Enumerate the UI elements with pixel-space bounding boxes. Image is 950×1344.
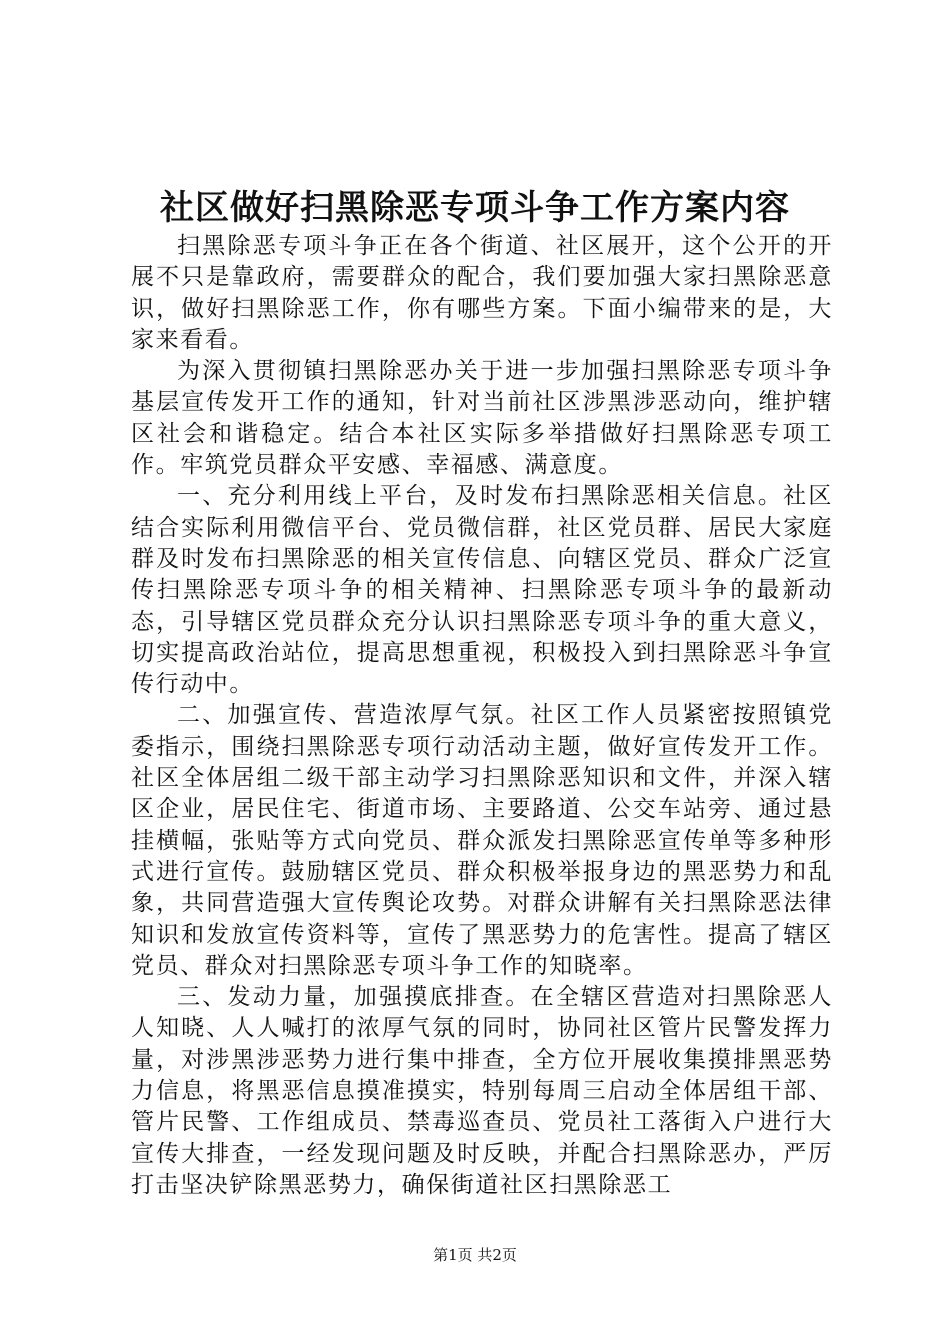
paragraph-section-2: 二、加强宣传、营造浓厚气氛。社区工作人员紧密按照镇党委指示，围绕扫黑除恶专项行动活动主题，做好宣传发开工作。社区全体居组二级干部主动学习扫黑除恶知识和文件，并深入辖区企业，居民住宅、街道市场、主要路道、公交车站旁、通过悬挂横幅，张贴等方式向党员、群众派发扫黑除恶宣传单等多种形式进行宣传。鼓励辖区党员、群众积极举报身边的黑恶势力和乱象，共同营造强大宣传舆论攻势。对群众讲解有关扫黑除恶法律知识和发放宣传资料等，宣传了黑恶势力的危害性。提高了辖区党员、群众对扫黑除恶专项斗争工作的知晓率。 [131, 702, 833, 979]
page-footer [0, 1245, 950, 1265]
paragraph-purpose: 为深入贯彻镇扫黑除恶办关于进一步加强扫黑除恶专项斗争基层宣传发开工作的通知，针对当前社区涉黑涉恶动向，维护辖区社会和谐稳定。结合本社区实际多举措做好扫黑除恶专项工作。牢筑党员群众平安感、幸福感、满意度。 [131, 358, 833, 479]
paragraph-section-1: 一、充分利用线上平台，及时发布扫黑除恶相关信息。社区结合实际利用微信平台、党员微信群，社区党员群、居民大家庭群及时发布扫黑除恶的相关宣传信息、向辖区党员、群众广泛宣传扫黑除恶专项斗争的相关精神、扫黑除恶专项斗争的最新动态，引导辖区党员群众充分认识扫黑除恶专项斗争的重大意义，切实提高政治站位，提高思想重视，积极投入到扫黑除恶斗争宣传行动中。 [131, 483, 833, 698]
document-body [131, 231, 833, 1201]
document-title: 社区做好扫黑除恶专项斗争工作方案内容 [160, 188, 790, 228]
page-indicator: 第1页 共2页 [433, 1246, 517, 1264]
paragraph-section-3: 三、发动力量，加强摸底排查。在全辖区营造对扫黑除恶人人知晓、人人喊打的浓厚气氛的同时，协同社区管片民警发挥力量，对涉黑涉恶势力进行集中排查，全方位开展收集摸排黑恶势力信息，将黑恶信息摸准摸实，特别每周三启动全体居组干部、管片民警、工作组成员、禁毒巡查员、党员社工落街入户进行大宣传大排查，一经发现问题及时反映，并配合扫黑除恶办，严厉打击坚决铲除黑恶势力，确保街道社区扫黑除恶工 [131, 984, 833, 1198]
paragraph-intro: 扫黑除恶专项斗争正在各个街道、社区展开，这个公开的开展不只是靠政府，需要群众的配合，我们要加强大家扫黑除恶意识，做好扫黑除恶工作，你有哪些方案。下面小编带来的是，大家来看看。 [131, 233, 833, 353]
